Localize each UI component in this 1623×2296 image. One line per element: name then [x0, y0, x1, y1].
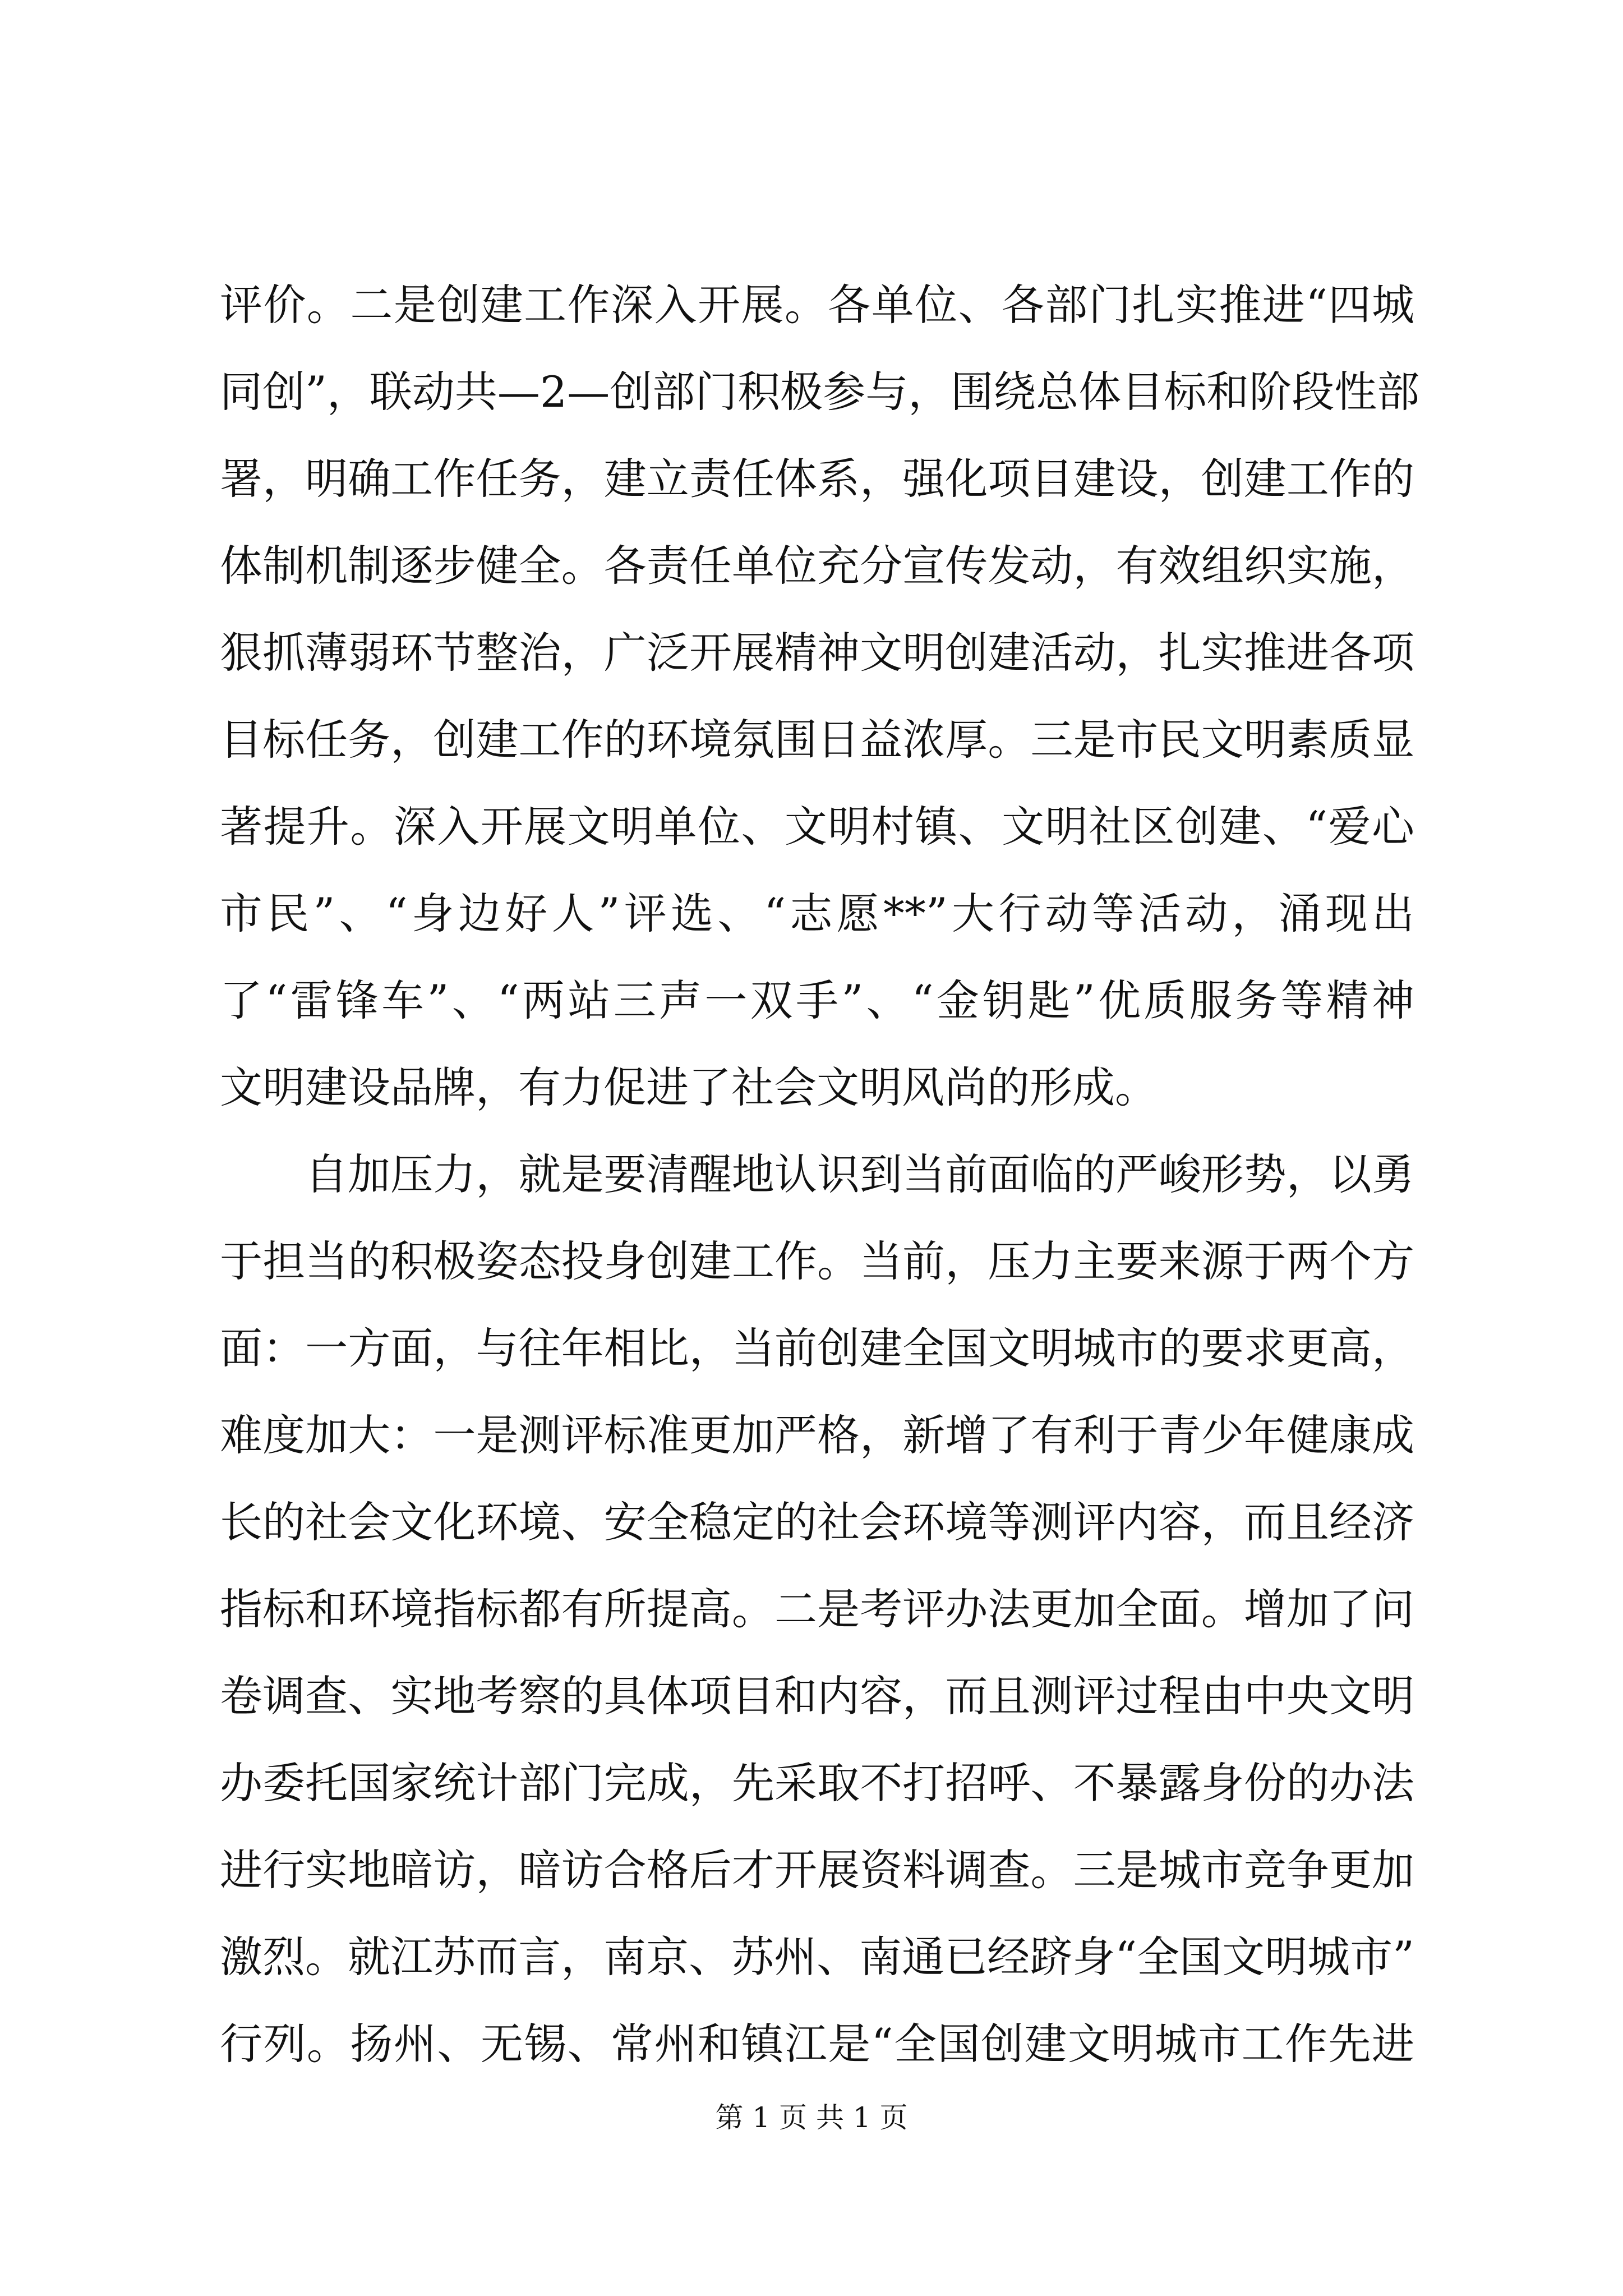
document-body	[220, 261, 1420, 2087]
text-line-6: 目标任务，创建工作的环境氛围日益浓厚。三是市民文明素质显	[220, 715, 1414, 765]
text-line-21: 行列。扬州、无锡、常州和镇江是“全国创建文明城市工作先进	[220, 2019, 1414, 2069]
text-line-12: 于担当的积极姿态投身创建工作。当前，压力主要来源于两个方	[220, 1236, 1414, 1286]
text-line-15: 长的社会文化环境、安全稳定的社会环境等测评内容，而且经济	[220, 1497, 1414, 1547]
text-line-4: 体制机制逐步健全。各责任单位充分宣传发动，有效组织实施，	[220, 541, 1414, 591]
text-line-7: 著提升。深入开展文明单位、文明村镇、文明社区创建、“爱心	[220, 802, 1414, 852]
text-line-2: 同创”，联动共—2—创部门积极参与，围绕总体目标和阶段性部	[220, 367, 1420, 417]
text-line-8: 市民”、“身边好人”评选、“志愿**”大行动等活动，涌现出	[220, 889, 1414, 938]
text-line-3: 署，明确工作任务，建立责任体系，强化项目建设，创建工作的	[220, 454, 1414, 504]
text-line-14: 难度加大：一是测评标准更加严格，新增了有利于青少年健康成	[220, 1410, 1414, 1460]
text-line-1: 评价。二是创建工作深入开展。各单位、各部门扎实推进“四城	[220, 280, 1414, 330]
text-line-9: 了“雷锋车”、“两站三声一双手”、“金钥匙”优质服务等精神	[220, 976, 1414, 1025]
text-line-19: 进行实地暗访，暗访合格后才开展资料调查。三是城市竞争更加	[220, 1845, 1414, 1895]
text-line-17: 卷调查、实地考察的具体项目和内容，而且测评过程由中央文明	[220, 1671, 1414, 1721]
page-footer: 第 1 页 共 1 页	[715, 2101, 908, 2134]
text-line-18: 办委托国家统计部门完成，先采取不打招呼、不暴露身份的办法	[220, 1758, 1414, 1808]
text-line-10: 文明建设品牌，有力促进了社会文明风尚的形成。	[220, 1062, 1158, 1112]
text-line-13: 面：一方面，与往年相比，当前创建全国文明城市的要求更高，	[220, 1323, 1414, 1373]
text-line-20: 激烈。就江苏而言，南京、苏州、南通已经跻身“全国文明城市”	[220, 1932, 1414, 1982]
text-line-16: 指标和环境指标都有所提高。二是考评办法更加全面。增加了问	[220, 1584, 1414, 1634]
text-line-5: 狠抓薄弱环节整治，广泛开展精神文明创建活动，扎实推进各项	[220, 628, 1414, 678]
text-line-11: 自加压力，就是要清醒地认识到当前面临的严峻形势，以勇	[305, 1149, 1414, 1199]
